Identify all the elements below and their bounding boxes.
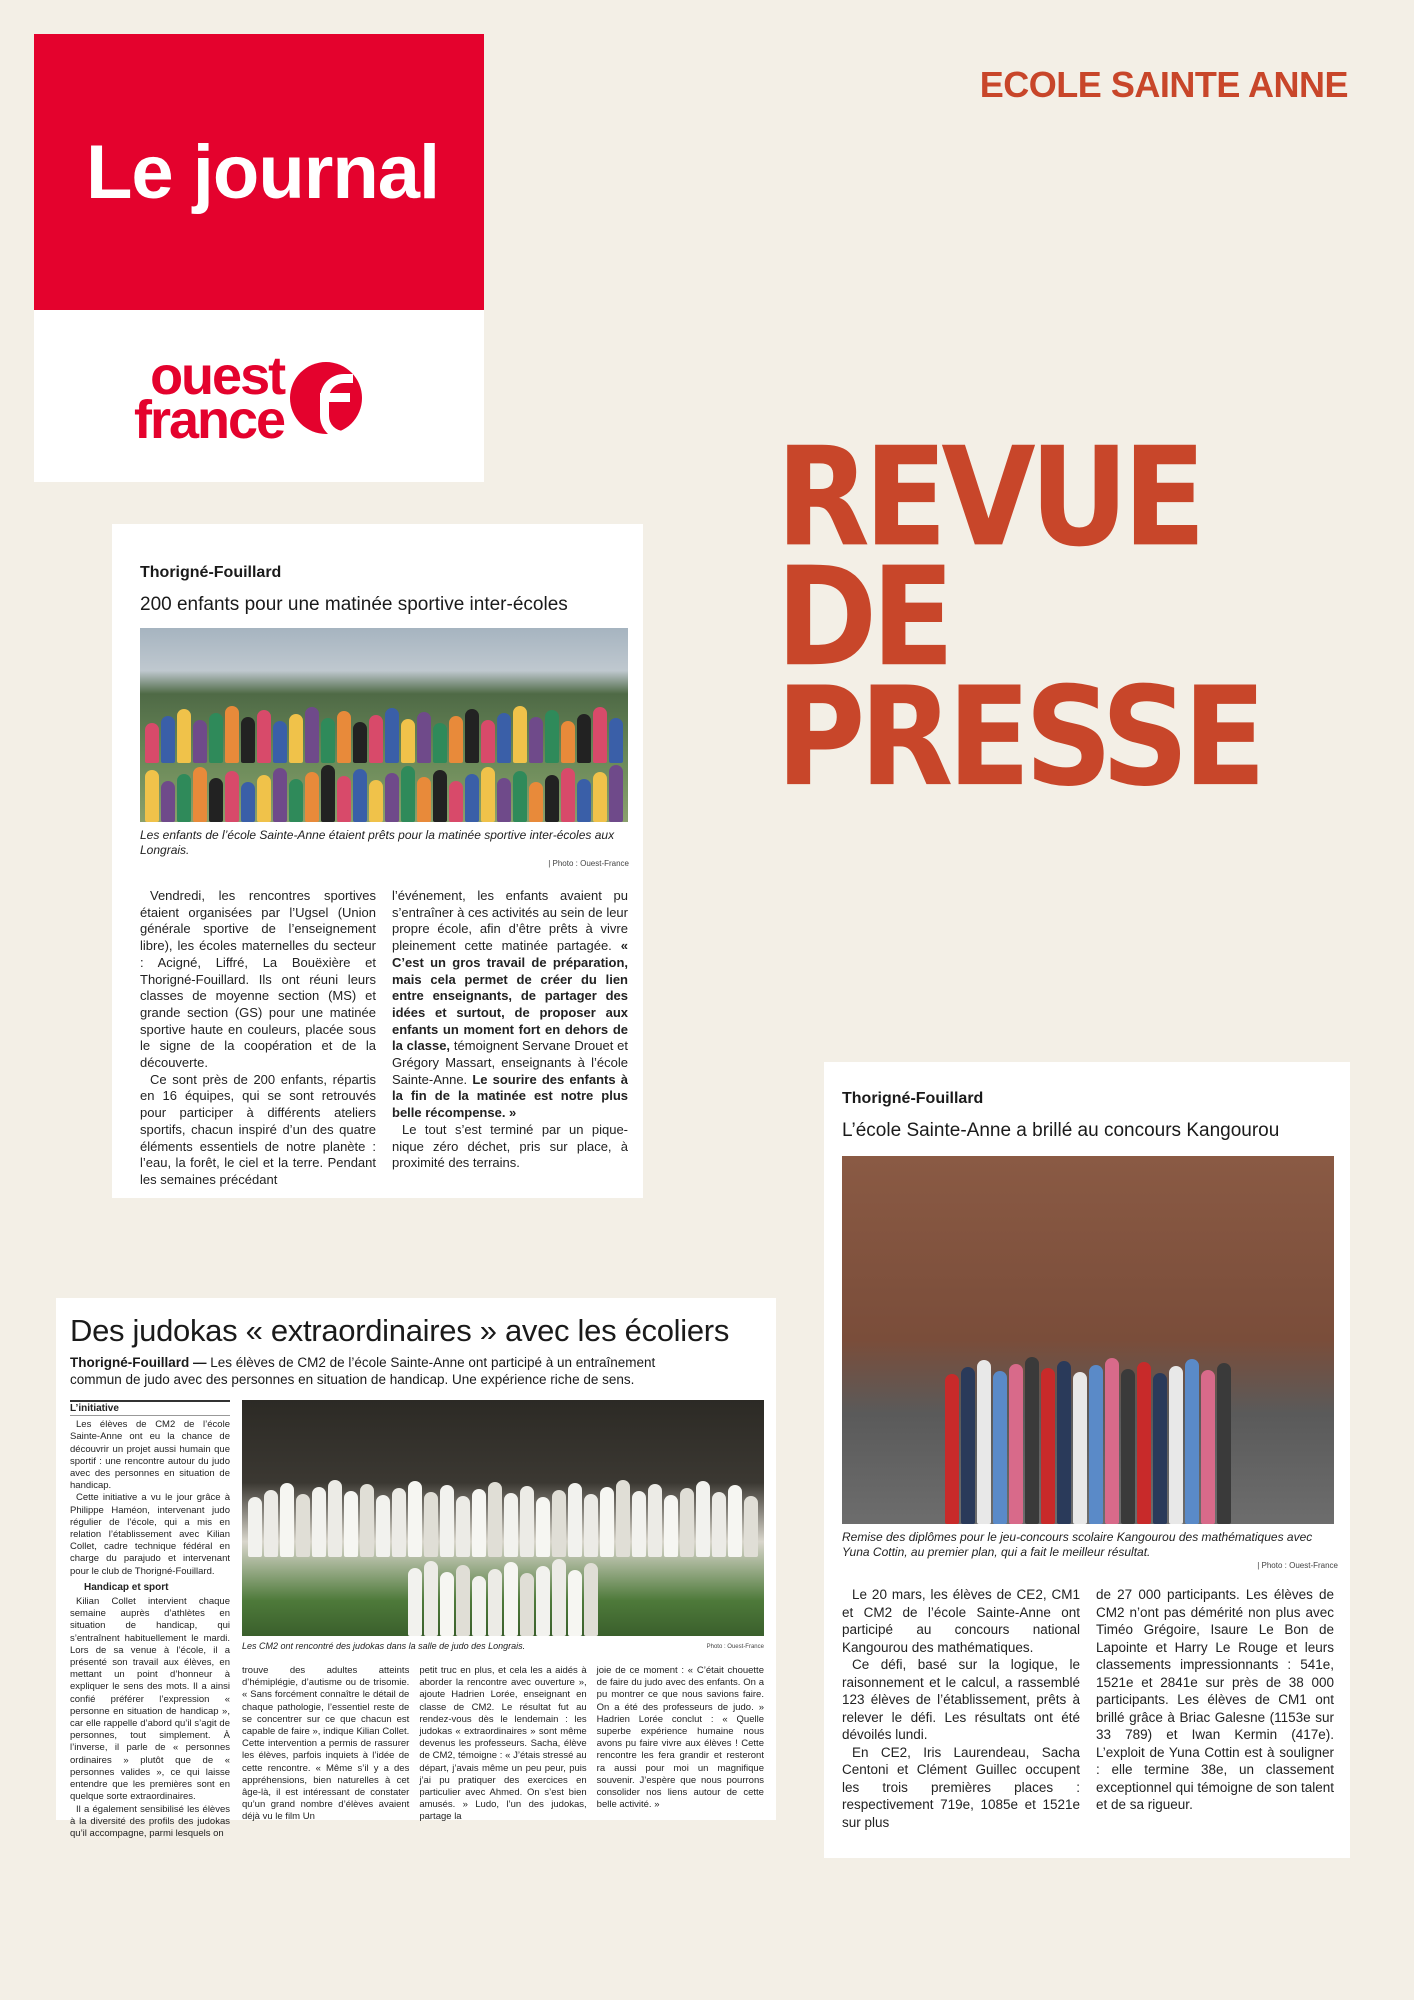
group-photo xyxy=(140,628,628,822)
brand-banner xyxy=(34,34,484,310)
photo-figure xyxy=(577,779,591,822)
photo-figure xyxy=(392,1488,406,1557)
photo-figure xyxy=(977,1360,991,1524)
photo-figure xyxy=(593,707,607,763)
photo-figure xyxy=(536,1566,550,1636)
photo-figure xyxy=(465,709,479,763)
photo-figure xyxy=(225,771,239,822)
photo-figure xyxy=(193,767,207,822)
photo-figure xyxy=(593,772,607,822)
photo-caption: Les CM2 ont rencontré des judokas dans la salle de judo des Longrais. xyxy=(242,1641,526,1651)
article-kangourou-clipping xyxy=(824,1062,1350,1858)
photo-figure xyxy=(529,782,543,822)
photo-figure xyxy=(488,1569,502,1636)
photo-figure xyxy=(145,770,159,822)
photo-credit: Photo : Ouest-France xyxy=(706,1644,764,1650)
judo-photo xyxy=(242,1400,764,1636)
photo-figure xyxy=(552,1490,566,1557)
photo-figure xyxy=(385,773,399,822)
photo-figure xyxy=(1025,1357,1039,1524)
photo-figure xyxy=(481,720,495,763)
logo-mark-icon xyxy=(290,362,362,434)
photo-figure xyxy=(561,721,575,763)
photo-figure xyxy=(664,1495,678,1557)
photo-figure xyxy=(504,1562,518,1636)
photo-figure xyxy=(225,706,239,763)
photo-figure xyxy=(545,775,559,822)
photo-figure xyxy=(177,774,191,822)
photo-figure xyxy=(328,1480,342,1557)
photo-figure xyxy=(257,710,271,763)
photo-figure xyxy=(209,778,223,822)
photo-figure xyxy=(305,707,319,763)
photo-figure xyxy=(497,713,511,763)
photo-figure xyxy=(1137,1362,1151,1524)
photo-credit: | Photo : Ouest-France xyxy=(1257,1561,1338,1570)
photo-figure xyxy=(193,720,207,763)
photo-figure xyxy=(513,706,527,763)
photo-figure xyxy=(577,714,591,763)
photo-figure xyxy=(344,1491,358,1557)
photo-figure xyxy=(568,1483,582,1557)
school-name: ECOLE SAINTE ANNE xyxy=(979,64,1348,105)
photo-figure xyxy=(161,716,175,763)
photo-figure xyxy=(305,772,319,822)
photo-figure xyxy=(993,1371,1007,1524)
sidebar-column: L’initiative Les élèves de CM2 de l’école Sainte-Anne ont eu la chance de découvrir un projet aussi humain que sportif : une rencontre autour du judo avec des personnes en situation de handicap. Cette initiative a vu le jour grâce à Philippe Haméon, intervenant judo régulier de l’école, qui a mis en relation l’établissement avec Kilian Collet, cadre technique fédéral en charge du parajudo et intervenant pour le club de Thorigné-Fouillard. Handicap et sport Kilian Collet intervient chaque semaine auprès d’athlètes en situation de handicap, qui s’entraînent habituellement le mardi. Lors de sa venue à l’école, il a présenté son travail aux élèves, en mettant un point d’honneur à expliquer le sens des mots. Il a ainsi confié préférer l’expression « personne en situation de handicap », car elle rappelle d’abord qu’il s’agit de personnes, tout simplement. À l’inverse, il parle de « personnes ordinaires » plutôt que de « personnes valides », ce qui laisse entendre que les premières sont en quelque sorte extraordinaires. Il a également sensibilisé les élèves à la diversité des profils des judokas qu’il accompagne, parmi lesquels on xyxy=(70,1400,230,1840)
photo-figure xyxy=(1057,1361,1071,1524)
rubric-label: L’initiative xyxy=(70,1400,230,1416)
photo-figure xyxy=(632,1491,646,1557)
article-kicker: Thorigné-Fouillard xyxy=(842,1090,984,1107)
photo-figure xyxy=(680,1488,694,1557)
photo-figure xyxy=(289,714,303,763)
photo-figure xyxy=(273,721,287,763)
photo-figure xyxy=(369,715,383,763)
photo-figure xyxy=(545,710,559,763)
photo-figure xyxy=(177,709,191,763)
photo-figure xyxy=(609,718,623,763)
photo-figure xyxy=(696,1481,710,1557)
photo-figure xyxy=(1201,1370,1215,1524)
photo-figure xyxy=(1217,1363,1231,1524)
photo-figure xyxy=(433,770,447,822)
photo-figure xyxy=(536,1497,550,1557)
photo-figure xyxy=(289,779,303,822)
article-body: trouve des adultes atteints d’hémiplégie, d’autisme ou de trisomie. « Sans forcément connaître le détail de chaque pathologie, l’essentiel reste de se concentrer sur ce que chacun est capable de faire », indique Kilian Collet. Cette intervention a permis de rassurer les élèves, parfois inquiets à l’idée de cette rencontre. « Même s’il y a des appréhensions, bien naturelles à cet âge-là, il est intéressant de constater qu’un grand nombre d’élèves avaient déjà vu le film Un petit truc en plus, et cela les a aidés à aborder la rencontre avec ouverture », ajoute Hadrien Lorée, enseignant en classe de CM2. Le résultat fut au rendez-vous dès le lendemain : les judokas « extraordinaires » sont même devenus les professeurs. Sacha, élève de CM2, témoigne : « J’étais stressé au départ, j’avais même un peu peur, puis j’ai pu pratiquer des exercices en particulier avec Ahmed. On s’est bien amusés. » Ludo, l’un des judokas, partage la joie de ce moment : « C’était chouette de faire du judo avec des enfants. On a pu montrer ce que nous savions faire. On a été des professeurs de judo. » Hadrien Lorée conclut : « Quelle superbe expérience humaine nous avons pu faire vivre aux élèves ! Cette rencontre les fera grandir et resteront ra aussi pour moi un magnifique souvenir. J’espère que nous pourrons consolider nos liens autour de cette belle activité. » xyxy=(242,1665,764,1823)
ouest-france-logo: ouest france xyxy=(134,354,362,442)
revue-de-presse-title: REVUE DE PRESSE xyxy=(776,417,1261,817)
photo-figure xyxy=(488,1482,502,1557)
photo-figure xyxy=(1121,1369,1135,1524)
photo-figure xyxy=(401,766,415,822)
photo-figure xyxy=(353,769,367,822)
photo-figure xyxy=(273,768,287,822)
photo-figure xyxy=(1089,1365,1103,1524)
photo-figure xyxy=(424,1492,438,1557)
photo-figure xyxy=(616,1480,630,1557)
photo-figure xyxy=(481,767,495,822)
photo-caption: Les enfants de l’école Sainte-Anne étaient prêts pour la matinée sportive inter-écoles aux Longrais. xyxy=(140,828,615,857)
photo-figure xyxy=(1073,1372,1087,1524)
photo-figure xyxy=(145,723,159,763)
photo-figure xyxy=(248,1497,262,1557)
photo-figure xyxy=(209,713,223,763)
article-headline: 200 enfants pour une matinée sportive inter-écoles xyxy=(140,594,568,615)
photo-figure xyxy=(408,1481,422,1557)
photo-figure xyxy=(241,782,255,822)
article-judo-clipping xyxy=(56,1298,776,1839)
article-body: Vendredi, les rencontres sportives étaient organisées par l’Ugsel (Union générale sportive de l’enseignement libre), les écoles maternelles du secteur : Acigné, Liffré, La Bouëxière et Thorigné-Fouillard. Ils ont réuni leurs classes de moyenne section (MS) et grande section (GS) pour une matinée sportive haute en couleurs, placée sous le signe de la coopération et de la découverte. Ce sont près de 200 enfants, répartis en 16 équipes, qui se sont retrouvés pour participer à différents ateliers sportifs, chacun inspiré d’un des quatre éléments essentiels de notre planète : l’eau, la forêt, le ciel et la terre. Pendant les semaines précédant l’événement, les enfants avaient pu s’entraîner à ces activités au sein de leur propre école, afin d’être prêts à vivre pleinement cette matinée partagée. « C’est un gros travail de préparation, mais cela permet de créer du lien entre enseignants, de partager des idées et surtout, de proposer aux enfants un moment fort en dehors de la classe, témoignent Servane Drouet et Grégory Massart, enseignants à l’école Sainte-Anne. Le sourire des enfants à la fin de la matinée est notre plus belle récompense. » Le tout s’est terminé par un pique-nique zéro déchet, pris sur place, à proximité des terrains. xyxy=(140,888,629,1187)
article-headline: L’école Sainte-Anne a brillé au concours Kangourou xyxy=(842,1120,1280,1141)
photo-caption: Remise des diplômes pour le jeu-concours scolaire Kangourou des mathématiques avec Yuna Cottin, au premier plan, qui a fait le meilleur résultat. xyxy=(842,1530,1313,1559)
photo-figure xyxy=(472,1489,486,1557)
photo-figure xyxy=(520,1486,534,1557)
photo-figure xyxy=(600,1487,614,1557)
brand-title: Le journal xyxy=(86,129,440,215)
photo-figure xyxy=(712,1492,726,1557)
photo-figure xyxy=(648,1484,662,1557)
article-headline: Des judokas « extraordinaires » avec les écoliers xyxy=(70,1313,730,1348)
photo-figure xyxy=(449,716,463,763)
photo-figure xyxy=(241,717,255,763)
photo-figure xyxy=(1185,1359,1199,1524)
photo-figure xyxy=(417,777,431,822)
photo-figure xyxy=(513,771,527,822)
photo-figure xyxy=(497,778,511,822)
photo-figure xyxy=(417,712,431,763)
photo-figure xyxy=(1169,1366,1183,1524)
photo-figure xyxy=(465,774,479,822)
photo-figure xyxy=(264,1490,278,1557)
photo-figure xyxy=(529,717,543,763)
photo-figure xyxy=(728,1485,742,1557)
photo-figure xyxy=(561,768,575,822)
photo-figure xyxy=(401,719,415,763)
photo-figure xyxy=(353,722,367,763)
photo-figure xyxy=(280,1483,294,1557)
photo-figure xyxy=(584,1494,598,1557)
photo-figure xyxy=(449,781,463,822)
photo-figure xyxy=(440,1572,454,1636)
article-lead: Thorigné-Fouillard — Les élèves de CM2 de l’école Sainte-Anne ont participé à un entraînement commun de judo avec des personnes en situation de handicap. Une expérience riche de sens. xyxy=(70,1355,656,1387)
photo-figure xyxy=(360,1484,374,1557)
photo-figure xyxy=(744,1496,758,1557)
photo-figure xyxy=(552,1559,566,1636)
subheading: Handicap et sport xyxy=(84,1581,169,1593)
photo-figure xyxy=(369,780,383,822)
article-body: Le 20 mars, les élèves de CE2, CM1 et CM2 de l’école Sainte-Anne ont participé au concours national Kangourou des mathématiques. Ce défi, basé sur la logique, le raisonnement et le calcul, a rassemblé 123 élèves de l’établissement, prêts à relever le défi. Les résultats ont été dévoilés lundi. En CE2, Iris Laurendeau, Sacha Centoni et Clément Guillec occupent les trois premières places : respectivement 719e, 1085e et 1521e sur plus de 27 000 participants. Les élèves de CM2 n’ont pas démérité non plus avec Timéo Grégoire, Isaure Le Bon de Lapointe et Harry Le Rouge et leurs classements impressionnants : 541e, 1521e et 2841e sur près de 38 000 participants. Les élèves de CM1 ont brillé grâce à Briac Galesne (1153e sur 33 789) et Iwan Kermin (417e). L’exploit de Yuna Cottin est à souligner : elle termine 38e, un classement exceptionnel qui témoigne de son talent et de sa rigueur. xyxy=(842,1587,1334,1830)
photo-figure xyxy=(456,1565,470,1636)
photo-figure xyxy=(424,1561,438,1636)
photo-figure xyxy=(321,718,335,763)
photo-figure xyxy=(161,781,175,822)
photo-figure xyxy=(440,1485,454,1557)
photo-credit: | Photo : Ouest-France xyxy=(548,859,629,868)
photo-figure xyxy=(337,776,351,822)
photo-figure xyxy=(376,1495,390,1557)
photo-figure xyxy=(312,1487,326,1557)
photo-figure xyxy=(609,765,623,822)
photo-figure xyxy=(321,765,335,822)
photo-figure xyxy=(337,711,351,763)
photo-figure xyxy=(257,775,271,822)
photo-figure xyxy=(456,1496,470,1557)
photo-figure xyxy=(1009,1364,1023,1524)
photo-figure xyxy=(961,1367,975,1524)
photo-figure xyxy=(945,1374,959,1524)
photo-figure xyxy=(385,708,399,763)
photo-figure xyxy=(520,1573,534,1636)
photo-figure xyxy=(408,1568,422,1636)
photo-figure xyxy=(433,723,447,763)
photo-figure xyxy=(504,1493,518,1557)
photo-figure xyxy=(1105,1358,1119,1524)
photo-figure xyxy=(1041,1368,1055,1524)
photo-figure xyxy=(472,1576,486,1636)
article-sport-clipping xyxy=(112,524,643,1198)
photo-figure xyxy=(568,1570,582,1636)
photo-figure xyxy=(1153,1373,1167,1524)
article-kicker: Thorigné-Fouillard xyxy=(140,564,282,581)
diploma-photo xyxy=(842,1156,1334,1524)
photo-figure xyxy=(584,1563,598,1636)
photo-figure xyxy=(296,1494,310,1557)
brand-block xyxy=(34,34,484,482)
